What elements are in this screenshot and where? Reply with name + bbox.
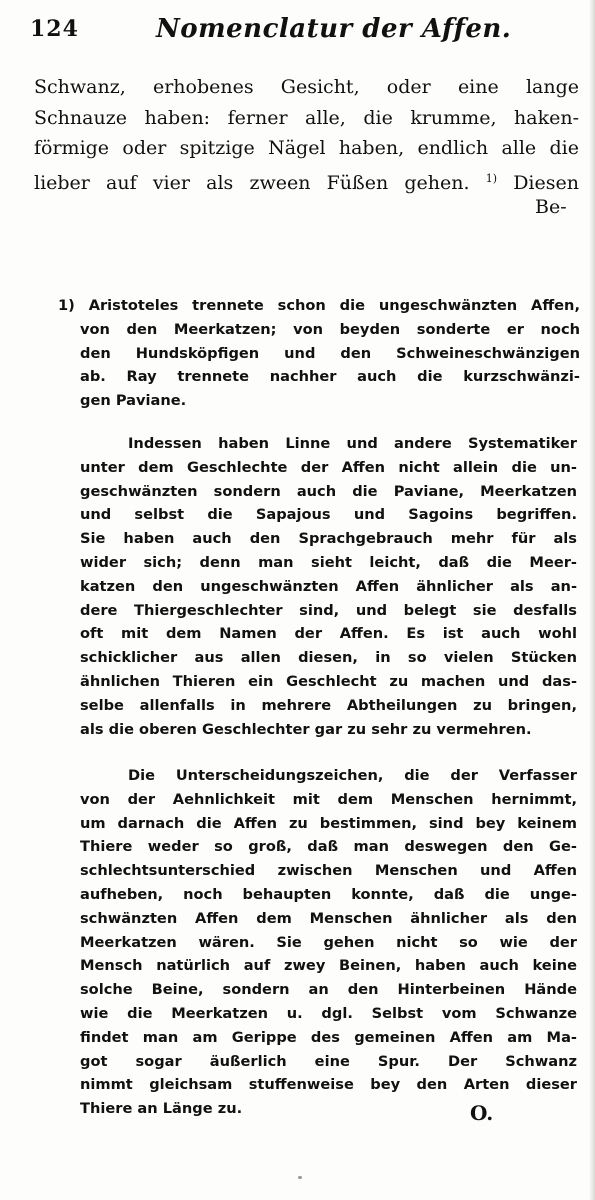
paragraph-line: Thiere an Länge zu. bbox=[80, 1100, 243, 1118]
paragraph-line: wie die Meerkatzen u. dgl. Selbst vom Schwanze bbox=[80, 1004, 577, 1022]
body-line: Schnauze haben: ferner alle, die krumme, haken- bbox=[34, 106, 579, 129]
footnote-line bbox=[58, 294, 580, 318]
paragraph-line: um darnach die Affen zu bestimmen, sind bey keinem bbox=[80, 814, 577, 832]
paragraph-line: Meerkatzen wären. Sie gehen nicht so wie der bbox=[80, 933, 577, 951]
footnote-line: gen Paviane. bbox=[80, 392, 187, 410]
paragraph-line: ähnlichen Thieren ein Geschlecht zu machen und das- bbox=[80, 672, 577, 690]
paragraph-line: und selbst die Sapajous und Sagoins begriffen. bbox=[80, 506, 577, 524]
page-header bbox=[30, 12, 575, 48]
body-line: Schwanz, erhobenes Gesicht, oder eine lange bbox=[34, 76, 579, 98]
running-head: Nomenclatur der Affen. bbox=[156, 14, 512, 44]
commentary-paragraph-2 bbox=[80, 764, 577, 1121]
page-edge-shadow bbox=[589, 0, 595, 1200]
paragraph-line: Sie haben auch den Sprachgebrauch mehr für als bbox=[80, 530, 577, 548]
paragraph-line: schicklicher aus allen diesen, in so vielen Stücken bbox=[80, 649, 577, 667]
paragraph-line: dere Thiergeschlechter sind, und belegt sie desfalls bbox=[80, 601, 577, 619]
footnote-line: ab. Ray trennete nachher auch die kurzschwänzi- bbox=[80, 368, 580, 386]
body-line: förmige oder spitzige Nägel haben, endlich alle die bbox=[34, 137, 579, 159]
paragraph-line: schlechtsunterschied zwischen Menschen und Affen bbox=[80, 862, 577, 880]
paragraph-line: wider sich; denn man sieht leicht, daß die Meer- bbox=[80, 553, 577, 571]
footnote-line-text: Aristoteles trennete schon die ungeschwänzten Affen, bbox=[88, 297, 580, 314]
footnote bbox=[58, 294, 580, 413]
paragraph-line: schwänzten Affen dem Menschen ähnlicher als den bbox=[80, 909, 577, 927]
paragraph-line: aufheben, noch behaupten konnte, daß die unge- bbox=[80, 885, 577, 903]
paragraph-line: selbe allenfalls in mehrere Abtheilungen zu bringen, bbox=[80, 696, 577, 714]
paragraph-line: als die oberen Geschlechter gar zu sehr zu vermehren. bbox=[80, 720, 532, 738]
paragraph-line: unter dem Geschlechte der Affen nicht allein die un- bbox=[80, 458, 577, 476]
paragraph-line: Die Unterscheidungszeichen, die der Verfasser bbox=[128, 767, 577, 784]
footnote-marker: 1) bbox=[58, 297, 75, 314]
paragraph-line: geschwänzten sondern auch die Paviane, Meerkatzen bbox=[80, 482, 577, 500]
paragraph-line: katzen den ungeschwänzten Affen ähnlicher als an- bbox=[80, 577, 577, 595]
paragraph-line: solche Beine, sondern an den Hinterbeinen Hände bbox=[80, 981, 577, 999]
body-line-tail: Diesen bbox=[513, 171, 579, 194]
main-text-block bbox=[34, 72, 579, 194]
paragraph-line: findet man am Gerippe des gemeinen Affen am Ma- bbox=[80, 1028, 577, 1046]
paper-speck bbox=[298, 1176, 302, 1179]
footnote-reference: 1) bbox=[485, 171, 498, 185]
paragraph-line: Thiere weder so groß, daß man deswegen den Ge- bbox=[80, 838, 577, 856]
body-line-text: lieber auf vier als zween Füßen gehen. bbox=[34, 171, 470, 194]
footnote-line: von den Meerkatzen; von beyden sonderte er noch bbox=[80, 320, 580, 338]
catchword: Be- bbox=[535, 196, 567, 218]
page-number: 124 bbox=[30, 16, 79, 42]
paragraph-line: von der Aehnlichkeit mit dem Menschen hernimmt, bbox=[80, 790, 577, 808]
paragraph-line: nimmt gleichsam stuffenweise bey den Arten dieser bbox=[80, 1076, 577, 1094]
commentary-paragraph-1 bbox=[80, 432, 577, 741]
paragraph-line: Mensch natürlich auf zwey Beinen, haben auch keine bbox=[80, 957, 577, 975]
body-line bbox=[34, 164, 579, 195]
paragraph-line: oft mit dem Namen der Affen. Es ist auch wohl bbox=[80, 625, 577, 643]
paragraph-line: Indessen haben Linne und andere Systematiker bbox=[128, 435, 577, 452]
author-signature: O. bbox=[470, 1101, 494, 1125]
paragraph-line: got sogar äußerlich eine Spur. Der Schwanz bbox=[80, 1052, 577, 1070]
footnote-line: den Hundsköpfigen und den Schweineschwänzigen bbox=[80, 344, 580, 362]
